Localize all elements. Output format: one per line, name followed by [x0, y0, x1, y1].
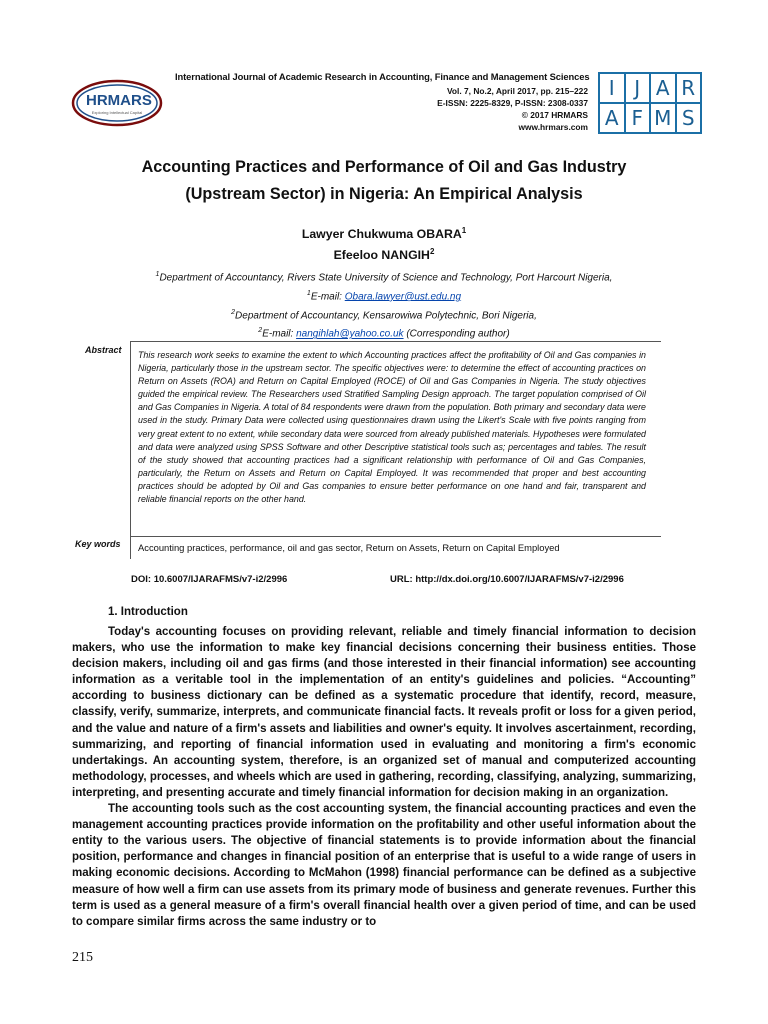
email-2: $^2$E-mail: nangihlah@yahoo.co.uk (Corresponding author): [258, 327, 510, 340]
author-name: Lawyer Chukwuma OBARA: [301, 227, 462, 242]
paragraph: The accounting tools such as the cost accounting system, the financial accounting practices and even the management accounting practices provide information on the profitability and other useful information about the entity to the various users. The objective of financial statements is to provide information about the financial position, performance and changes in financial position of an enterprise that is useful to a wide range of users in making economic decisions. According to McMahon (1998) financial performance can be defined as a subjective measure of how well a firm can use assets from its primary mode of business and generate revenues. Further this term is used as a general measure of a firm's overall financial health over a given period of time, and can be used to compare similar firms across the same industry or to: [72, 803, 696, 928]
introduction-body: [72, 624, 696, 930]
author-sup: 1: [461, 226, 467, 235]
hrmars-logo-icon: [70, 70, 165, 130]
page-number: 215: [72, 950, 93, 965]
paper-title-line-2: (Upstream Sector) in Nigeria: An Empirical Analysis: [185, 185, 583, 203]
section-heading-introduction: 1. Introduction: [108, 606, 188, 618]
journal-letter: A: [650, 73, 676, 103]
keywords-label: Key words: [75, 539, 121, 549]
journal-letter: I: [599, 73, 625, 103]
author-2: [0, 243, 768, 264]
doi-url[interactable]: URL: http://dx.doi.org/10.6007/IJARAFMS/v7-i2/2996: [390, 574, 624, 585]
affiliation-2: $^2$Department of Accountancy, Kensarowiwa Polytechnic, Bori Nigeria,: [231, 308, 537, 321]
abstract-text: This research work seeks to examine the extent to which Accounting practices affect the profitability of Oil and Gas companies in Nigeria, particularly those in the upstream sector. The specific objectives were: to determine the effect of accounting practices on Return on Assets (ROA) and Return on Capital Employed (ROCE) of Oil and Gas Companies in Nigeria. The study objectives guided the empirical review. The Researchers used Stratified Sampling Design approach. The target population comprised of Oil and Gas Companies in Nigeria. A total of 84 respondents were drawn from the population. Both primary and secondary data were used in the study. Primary Data were collected using questionnaires drawn using the Likert's Scale with five points ranging from very great extent to no extent, while secondary data were sourced from already published materials. Hypotheses were formulated and data were analyzed using SPSS Software and other Descriptive statistical tools such as; percentages and tables. The result of the study showed that accounting practices had a significant relationship with performance of Oil and Gas Companies, particularly, the Return on Assets and Return on Capital Employed. It was recommended that proper and best accounting practices should be adopted by Oil and Gas companies to ensure better performance on one hand and fair, transparent and reliable financial reports on the other hand.: [138, 350, 646, 505]
affiliation-1: $^1$Department of Accountancy, Rivers State University of Science and Technology, Port Harcourt Nigeria,: [155, 271, 613, 284]
journal-issn: E-ISSN: 2225-8329, P-ISSN: 2308-0337: [437, 98, 588, 108]
journal-letter: A: [599, 103, 625, 133]
keywords-text: Accounting practices, performance, oil and gas sector, Return on Assets, Return on Capital Employed: [138, 542, 560, 553]
paper-title: [60, 154, 708, 208]
author-list: [0, 222, 768, 264]
author-name: Efeeloo NANGIH: [333, 248, 430, 263]
journal-letter: M: [650, 103, 676, 133]
logo-text: HRMARS: [86, 92, 152, 109]
journal-letter: F: [625, 103, 651, 133]
journal-copyright: © 2017 HRMARS: [521, 110, 588, 120]
email-link-1[interactable]: Obara.lawyer@ust.edu.ng: [344, 291, 462, 303]
journal-title: International Journal of Academic Research in Accounting, Finance and Management Sciences: [175, 71, 590, 82]
journal-letter: J: [625, 73, 651, 103]
hrmars-logo: [70, 70, 165, 130]
paragraph: Today's accounting focuses on providing relevant, reliable and timely financial information to decision makers, who use the information to make key financial decisions concerning their business entities. Those decision makers, including oil and gas firms (and those interested in their financial information) see accounting information as a veritable tool in the implementation of an entity's guidelines and policies. “Accounting” according to business dictionary can be defined as a systematic procedure that identify, record, measure, classify, verify, summarize, interprets, and communicate financial facts. It reveals profit or loss for a given period, and the value and nature of a firm's assets and liabilities and owner's equity. It involves ascertainment, recording, summarizing, and reporting of financial information used in evaluating and monitoring a firm's economic undertakings. An accounting system, therefore, is an organized set of manual and computerized accounting methodology, processes, and wheels which are used in gathering, recording, classifying, analyzing, summarizing, interpreting, and presenting accurate and timely financial information for decision making in an organization.: [72, 626, 696, 799]
journal-website: www.hrmars.com: [518, 122, 588, 132]
journal-letter: R: [676, 73, 702, 103]
email-link-2[interactable]: nangihlah@yahoo.co.uk: [296, 328, 404, 340]
ijarafms-letter-grid: [598, 72, 702, 134]
doi: DOI: 10.6007/IJARAFMS/v7-i2/2996: [131, 574, 288, 585]
abstract-label: Abstract: [85, 345, 122, 355]
journal-meta: [437, 85, 588, 133]
logo-tagline: Exploring Intellectual Capital: [91, 110, 143, 115]
email-1: $^1$E-mail: Obara.lawyer@ust.edu.ng: [306, 289, 462, 303]
journal-letter: S: [676, 103, 702, 133]
affiliations: [0, 267, 768, 342]
author-1: [0, 222, 768, 243]
author-sup: 2: [429, 247, 435, 257]
paper-title-line-1: Accounting Practices and Performance of Oil and Gas Industry: [141, 158, 627, 176]
journal-volume: Vol. 7, No.2, April 2017, pp. 215–222: [446, 86, 588, 96]
